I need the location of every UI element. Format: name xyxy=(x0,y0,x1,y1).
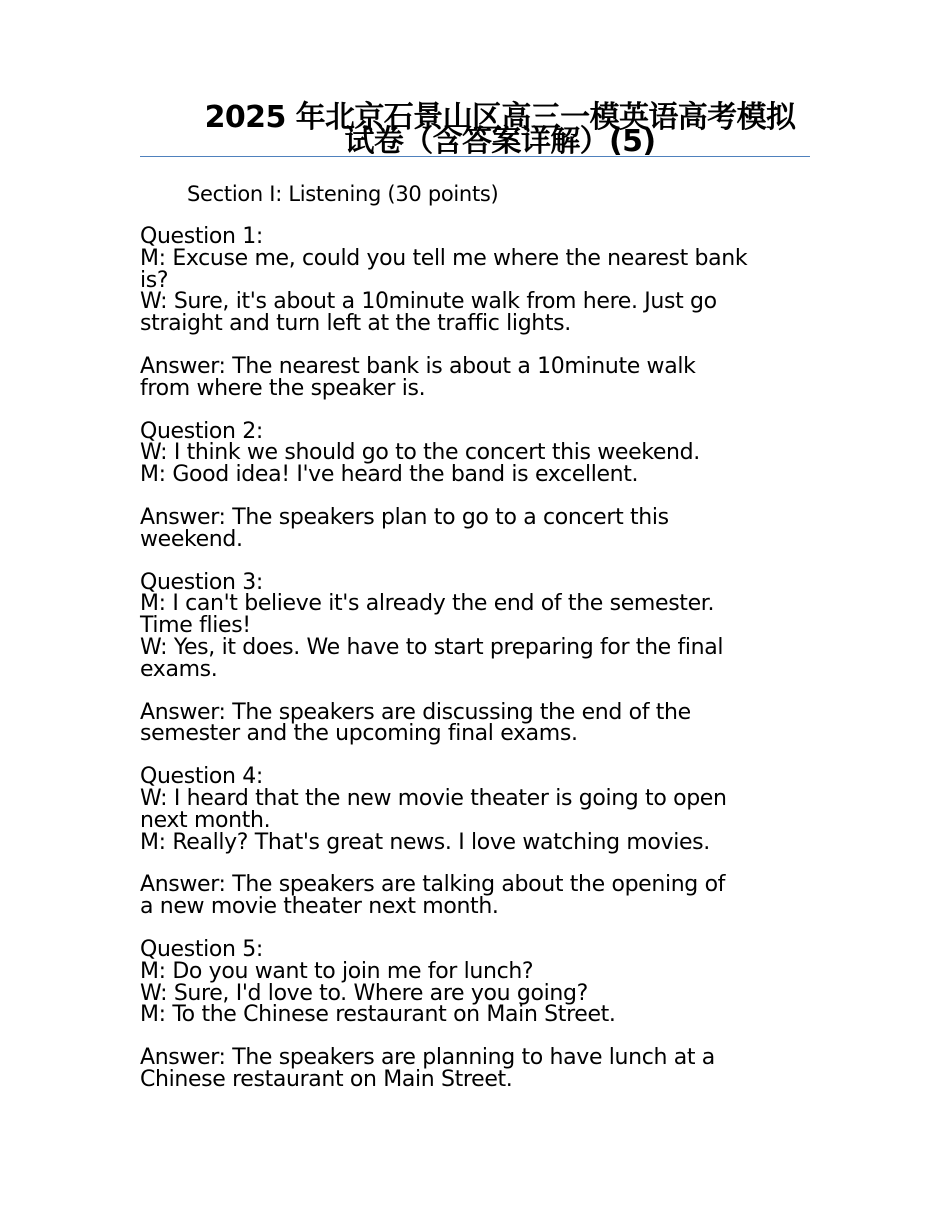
question-block xyxy=(140,418,820,488)
answer-line: Answer: The speakers are talking about the opening of xyxy=(140,872,726,898)
answer-block xyxy=(140,1047,820,1091)
question-label: Question 5: xyxy=(140,936,263,962)
dialogue-line: W: I heard that the new movie theater is going to open xyxy=(140,785,727,811)
dialogue-line: W: I think we should go to the concert this weekend. xyxy=(140,440,700,466)
answer-block xyxy=(140,353,820,401)
dialogue-line: W: Sure, it's about a 10minute walk from here. Just go xyxy=(140,289,717,315)
dialogue-line: M: Good idea! I've heard the band is excellent. xyxy=(140,462,639,488)
dialogue-line: straight and turn left at the traffic lights. xyxy=(140,311,571,337)
answer-block xyxy=(140,504,820,552)
dialogue-line: next month. xyxy=(140,807,271,833)
title-block xyxy=(140,100,810,159)
answer-block xyxy=(140,874,820,918)
question-label: Question 1: xyxy=(140,224,263,249)
question-block xyxy=(140,569,820,682)
page-title: 2025 年北京石景山区高三一模英语高考模拟试卷（含答案详解）(5) xyxy=(204,100,796,159)
dialogue-line: M: Excuse me, could you tell me where the nearest bank xyxy=(140,245,748,271)
answer-line: weekend. xyxy=(140,526,243,552)
answer-line: Answer: The speakers are discussing the end of the xyxy=(140,699,691,725)
dialogue-line: M: To the Chinese restaurant on Main Street. xyxy=(140,1002,616,1028)
dialogue-line: exams. xyxy=(140,656,218,682)
dialogue-line: M: Really? That's great news. I love watching movies. xyxy=(140,829,710,855)
dialogue-line: is? xyxy=(140,267,169,293)
answer-line: from where the speaker is. xyxy=(140,375,426,401)
question-label: Question 4: xyxy=(140,764,263,790)
answer-line: Chinese restaurant on Main Street. xyxy=(140,1066,513,1092)
question-block xyxy=(140,766,820,853)
dialogue-line: M: I can't believe it's already the end of the semester. xyxy=(140,591,715,617)
dialogue-line: W: Yes, it does. We have to start preparing for the final xyxy=(140,634,724,660)
answer-line: Answer: The nearest bank is about a 10minute walk xyxy=(140,353,696,379)
question-block xyxy=(140,226,820,335)
questions-list xyxy=(140,226,820,1112)
question-label: Question 2: xyxy=(140,418,263,444)
question-label: Question 3: xyxy=(140,569,263,595)
dialogue-line: M: Do you want to join me for lunch? xyxy=(140,958,534,984)
question-block xyxy=(140,936,820,1028)
section-heading: Section I: Listening (30 points) xyxy=(187,182,499,206)
answer-line: Answer: The speakers plan to go to a concert this xyxy=(140,504,669,530)
answer-block xyxy=(140,699,820,747)
dialogue-line: W: Sure, I'd love to. Where are you going? xyxy=(140,980,588,1006)
answer-line: semester and the upcoming final exams. xyxy=(140,721,578,747)
answer-line: Answer: The speakers are planning to have lunch at a xyxy=(140,1045,715,1071)
dialogue-line: Time flies! xyxy=(140,613,251,639)
answer-line: a new movie theater next month. xyxy=(140,894,499,920)
